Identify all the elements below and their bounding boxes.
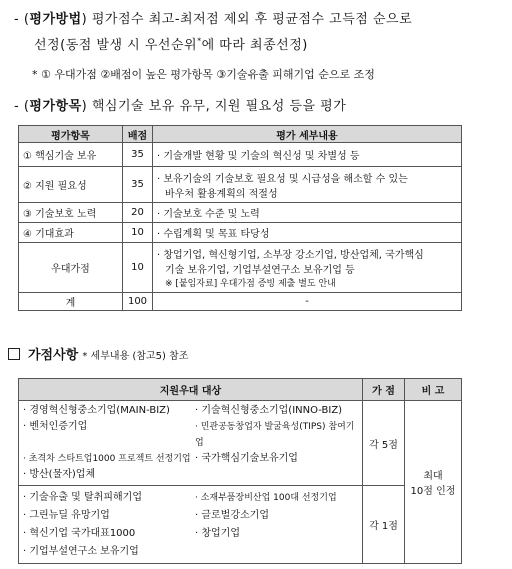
eval-detail: · 기술보호 수준 및 노력 xyxy=(153,203,462,223)
bonus-entry: · 초격차 스타트업1000 프로젝트 선정기업 xyxy=(23,454,191,464)
eval-score: 20 xyxy=(123,203,153,223)
method-text-2b: 에 따라 최종선정) xyxy=(201,38,308,53)
method-suffix: ) xyxy=(81,12,88,27)
bonus-header-points: 가 점 xyxy=(363,379,405,401)
eval-item: ③ 기술보호 노력 xyxy=(19,203,123,223)
eval-detail-line: · 창업기업, 혁신형기업, 소부장 강소기업, 방산업체, 국가핵심 xyxy=(157,250,424,261)
bonus-header-target: 지원우대 대상 xyxy=(19,379,363,401)
eval-score: 10 xyxy=(123,243,153,293)
bonus-table xyxy=(18,378,462,564)
items-suffix: ) xyxy=(81,99,88,114)
eval-detail-note: ※ [붙임자료] 우대가점 증빙 제출 별도 안내 xyxy=(165,279,336,289)
eval-score: 100 xyxy=(123,293,153,311)
eval-item: ④ 기대효과 xyxy=(19,223,123,243)
items-text: 핵심기술 보유 유무, 지원 필요성 등을 평가 xyxy=(91,99,347,114)
table-row xyxy=(19,223,462,243)
items-prefix: - ( xyxy=(14,99,30,114)
bonus-entry: · 그린뉴딜 유망기업 xyxy=(23,509,110,521)
table-row xyxy=(19,486,462,564)
eval-item: ① 핵심기술 보유 xyxy=(19,143,123,167)
bonus-remark-line: 최대 xyxy=(423,471,443,482)
method-sup: * xyxy=(197,36,202,46)
eval-detail: - xyxy=(153,293,462,311)
bonus-group1 xyxy=(19,401,363,486)
bonus-heading xyxy=(8,344,188,363)
eval-header-detail: 평가 세부내용 xyxy=(153,126,462,143)
eval-item: 계 xyxy=(19,293,123,311)
eval-detail xyxy=(153,243,462,293)
priority-note: * ① 우대가점 ②배점이 높은 평가항목 ③기술유출 피해기업 순으로 조정 xyxy=(32,68,375,81)
items-label: 평가항목 xyxy=(29,99,82,114)
eval-score: 35 xyxy=(123,167,153,203)
bonus-remark-line: 10점 인정 xyxy=(410,486,456,497)
checkbox-square-icon xyxy=(8,348,20,360)
method-text: 평가점수 최고-최저점 제외 후 평균점수 고득점 순으로 xyxy=(91,12,413,27)
bonus-entry: · 창업기업 xyxy=(195,527,240,539)
bonus-entry: · 기업부설연구소 보유기업 xyxy=(23,545,139,557)
eval-detail-line: 기술 보유기업, 기업부설연구소 보유기업 등 xyxy=(165,265,355,276)
bonus-entry xyxy=(195,467,358,483)
eval-detail: · 수립계획 및 목표 타당성 xyxy=(153,223,462,243)
bonus-entry: · 기술혁신형중소기업(INNO-BIZ) xyxy=(195,405,343,416)
list-item xyxy=(23,451,358,467)
bonus-entry: · 방산(물자)업체 xyxy=(23,469,96,480)
items-heading xyxy=(14,95,346,114)
bonus-note: * 세부내용 (참고5) 참조 xyxy=(82,351,189,362)
bonus-title: 가점사항 xyxy=(28,348,79,363)
eval-detail xyxy=(153,167,462,203)
method-label: 평가방법 xyxy=(29,12,82,27)
method-line1 xyxy=(14,8,412,27)
eval-detail-line: · 보유기술의 기술보호 필요성 및 시급성을 해소할 수 있는 xyxy=(157,173,408,185)
list-item xyxy=(23,419,358,451)
bonus-entry: · 소재부품장비산업 100대 선정기업 xyxy=(195,492,337,503)
list-item xyxy=(23,467,358,483)
list-item xyxy=(23,507,358,525)
eval-detail: · 기술개발 현황 및 기술의 혁신성 및 차별성 등 xyxy=(153,143,462,167)
list-item xyxy=(23,489,358,507)
method-text-2a: 선정(동점 발생 시 우선순위 xyxy=(34,38,198,53)
eval-score: 10 xyxy=(123,223,153,243)
eval-table xyxy=(18,125,462,311)
table-row xyxy=(19,203,462,223)
bonus-entry: · 경영혁신형중소기업(MAIN-BIZ) xyxy=(23,405,170,416)
eval-header-score: 배점 xyxy=(123,126,153,143)
bonus-entry: · 민관공동창업자 발굴육성(TIPS) 참여기업 xyxy=(195,422,355,448)
table-row xyxy=(19,167,462,203)
bonus-points: 각 1점 xyxy=(363,486,405,564)
table-row xyxy=(19,401,462,486)
bonus-entry: · 기술유출 및 탈취피해기업 xyxy=(23,491,142,503)
list-item xyxy=(23,543,358,561)
bonus-entry: · 혁신기업 국가대표1000 xyxy=(23,527,136,539)
table-row xyxy=(19,243,462,293)
bonus-entry: · 벤처인증기업 xyxy=(23,421,88,432)
eval-detail-line: 바우처 활용계획의 적절성 xyxy=(165,188,278,200)
method-prefix: - ( xyxy=(14,12,30,27)
list-item xyxy=(23,525,358,543)
bonus-entry: · 국가핵심기술보유기업 xyxy=(195,453,298,464)
bonus-entry xyxy=(195,543,358,561)
table-row xyxy=(19,293,462,311)
bonus-group2 xyxy=(19,486,363,564)
list-item xyxy=(23,403,358,419)
bonus-entry: · 글로벌강소기업 xyxy=(195,509,269,521)
table-row xyxy=(19,143,462,167)
bonus-remark xyxy=(405,401,462,564)
eval-item: ② 지원 필요성 xyxy=(19,167,123,203)
eval-header-item: 평가항목 xyxy=(19,126,123,143)
eval-item: 우대가점 xyxy=(19,243,123,293)
eval-score: 35 xyxy=(123,143,153,167)
bonus-points: 각 5점 xyxy=(363,401,405,486)
method-line2 xyxy=(34,34,308,53)
bonus-header-remark: 비 고 xyxy=(405,379,462,401)
